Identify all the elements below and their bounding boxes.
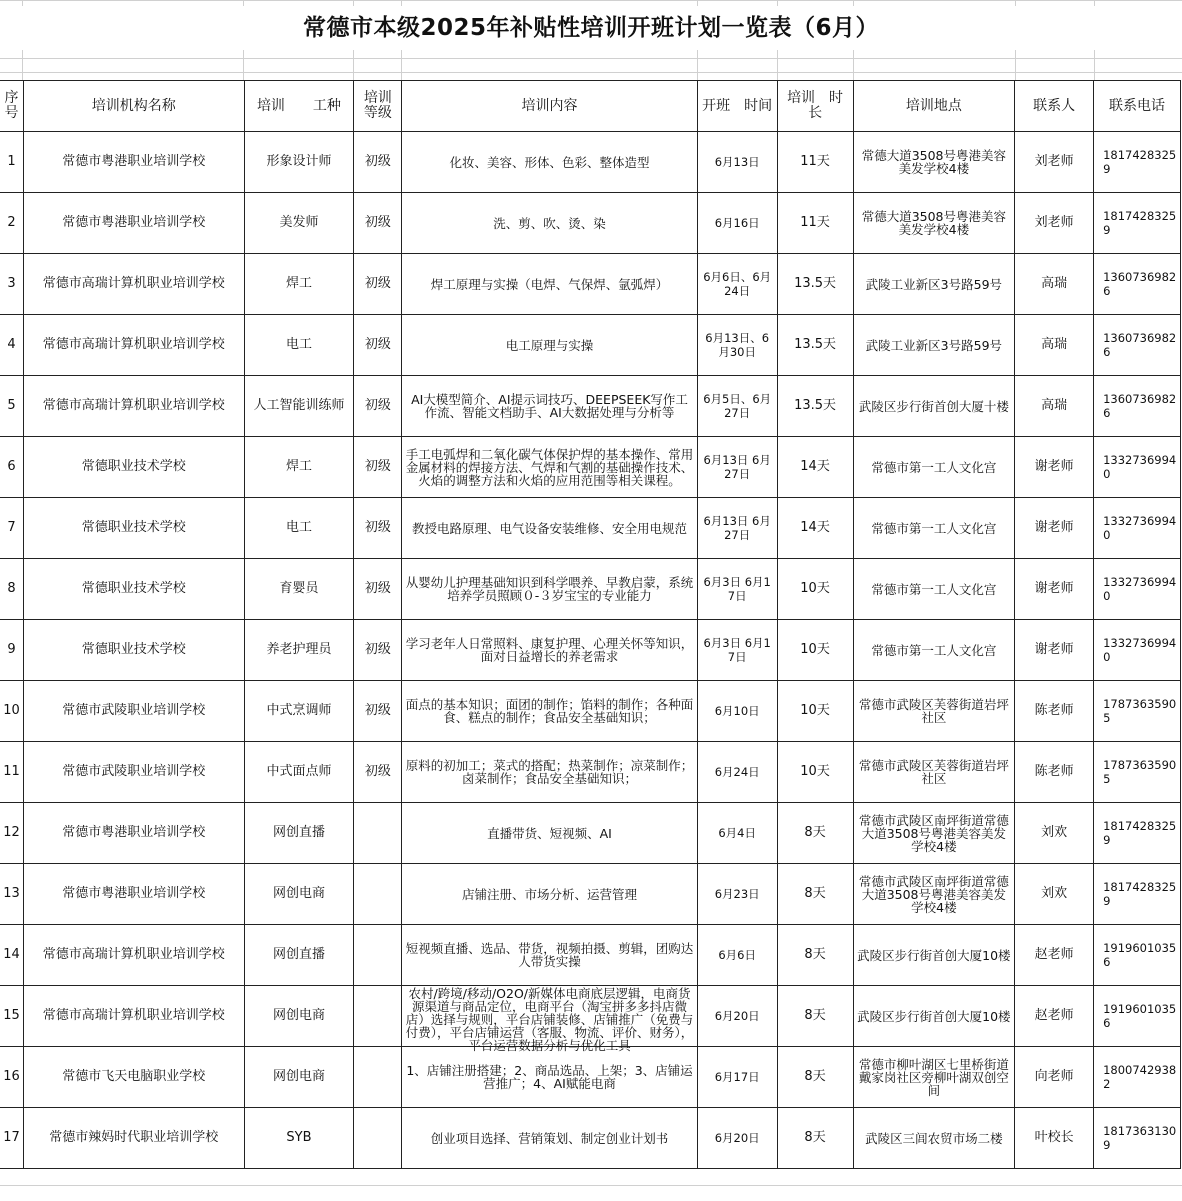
cell-no[interactable]: 17 <box>0 1108 23 1169</box>
cell-contact[interactable]: 谢老师 <box>1015 437 1094 498</box>
cell-content-text: 原料的初加工；菜式的搭配；热菜制作；凉菜制作；卤菜制作；食品安全基础知识； <box>405 758 694 786</box>
header-content[interactable]: 培训内容 <box>402 81 697 132</box>
cell-contact[interactable]: 向老师 <box>1015 1047 1094 1108</box>
cell-no[interactable]: 1 <box>0 132 23 193</box>
cell-place[interactable] <box>853 864 1015 925</box>
cell-content[interactable] <box>402 315 697 376</box>
cell-place-text: 常德市柳叶湖区七里桥街道戴家岗社区旁柳叶湖双创空间 <box>858 1056 1009 1098</box>
cell-place-text: 常德大道3508号粤港美容美发学校4楼 <box>861 148 1007 176</box>
cell-place-text: 武陵区步行街首创大厦10楼 <box>857 1008 1011 1024</box>
cell-place[interactable] <box>853 1108 1015 1169</box>
table-row <box>0 620 1181 681</box>
cell-hours[interactable]: 13.5天 <box>777 376 853 437</box>
cell-place-text: 常德市武陵区芙蓉街道岩坪社区 <box>858 758 1009 786</box>
cell-place-text: 常德市第一工人文化宫 <box>871 459 997 475</box>
cell-no[interactable]: 6 <box>0 437 23 498</box>
cell-content[interactable] <box>402 132 697 193</box>
cell-place[interactable] <box>853 620 1015 681</box>
cell-contact[interactable]: 高瑞 <box>1015 376 1094 437</box>
cell-contact[interactable]: 谢老师 <box>1015 620 1094 681</box>
cell-org[interactable]: 常德职业技术学校 <box>23 559 244 620</box>
header-no[interactable]: 序号 <box>0 81 23 132</box>
cell-place[interactable] <box>853 559 1015 620</box>
cell-org[interactable]: 常德市飞天电脑职业学校 <box>23 1047 244 1108</box>
cell-content[interactable] <box>402 742 697 803</box>
cell-phone[interactable]: 19196010356 <box>1094 986 1181 1047</box>
cell-date[interactable]: 6月13日 6月27日 <box>697 437 777 498</box>
cell-no[interactable]: 4 <box>0 315 23 376</box>
cell-place-text: 常德市第一工人文化宫 <box>871 581 997 597</box>
table-row <box>0 742 1181 803</box>
header-phone[interactable]: 联系电话 <box>1094 81 1181 132</box>
cell-place[interactable] <box>853 681 1015 742</box>
cell-place-text: 武陵区三闾农贸市场二楼 <box>865 1130 1003 1146</box>
cell-level[interactable] <box>354 864 402 925</box>
cell-hours[interactable]: 8天 <box>777 1047 853 1108</box>
cell-org[interactable]: 常德市辣妈时代职业培训学校 <box>23 1108 244 1169</box>
cell-job[interactable]: 焊工 <box>244 254 354 315</box>
cell-content-text: 面点的基本知识；面团的制作；馅料的制作；各种面食、糕点的制作；食品安全基础知识； <box>405 697 694 725</box>
cell-no[interactable]: 14 <box>0 925 23 986</box>
cell-date[interactable]: 6月6日 <box>697 925 777 986</box>
cell-hours[interactable]: 14天 <box>777 437 853 498</box>
cell-phone[interactable]: 13327369940 <box>1094 437 1181 498</box>
cell-contact[interactable]: 刘老师 <box>1015 193 1094 254</box>
cell-date[interactable]: 6月6日、6月24日 <box>697 254 777 315</box>
cell-phone[interactable]: 18174283259 <box>1094 803 1181 864</box>
cell-contact[interactable]: 高瑞 <box>1015 254 1094 315</box>
cell-place-text: 武陵区步行街首创大厦10楼 <box>857 947 1011 963</box>
cell-place[interactable] <box>853 986 1015 1047</box>
cell-org[interactable]: 常德市粤港职业培训学校 <box>23 864 244 925</box>
cell-no[interactable]: 5 <box>0 376 23 437</box>
table-row <box>0 376 1181 437</box>
cell-date[interactable]: 6月13日 6月27日 <box>697 498 777 559</box>
cell-job[interactable]: 网创电商 <box>244 864 354 925</box>
cell-content-text: 化妆、美容、形体、色彩、整体造型 <box>449 154 650 170</box>
table-row <box>0 193 1181 254</box>
cell-org[interactable]: 常德市高瑞计算机职业培训学校 <box>23 986 244 1047</box>
cell-content[interactable] <box>402 376 697 437</box>
cell-date[interactable]: 6月13日 <box>697 132 777 193</box>
cell-contact[interactable]: 高瑞 <box>1015 315 1094 376</box>
cell-level[interactable]: 初级 <box>354 620 402 681</box>
cell-date[interactable]: 6月16日 <box>697 193 777 254</box>
cell-org[interactable]: 常德职业技术学校 <box>23 498 244 559</box>
cell-org[interactable]: 常德市高瑞计算机职业培训学校 <box>23 925 244 986</box>
cell-job[interactable]: 人工智能训练师 <box>244 376 354 437</box>
cell-content-text: 手工电弧焊和二氧化碳气体保护焊的基本操作、常用金属材料的焊接方法、气焊和气割的基础操作技术、火焰的调整方法和火焰的应用范围等相关课程。 <box>405 446 694 488</box>
cell-phone[interactable]: 13327369940 <box>1094 620 1181 681</box>
cell-content[interactable] <box>402 803 697 864</box>
cell-place[interactable] <box>853 132 1015 193</box>
cell-contact[interactable]: 陈老师 <box>1015 681 1094 742</box>
cell-contact[interactable]: 谢老师 <box>1015 498 1094 559</box>
cell-content[interactable] <box>402 986 697 1053</box>
cell-level[interactable]: 初级 <box>354 376 402 437</box>
cell-content-text: 从婴幼儿护理基础知识到科学喂养、早教启蒙，系统培养学员照顾０-３岁宝宝的专业能力 <box>405 575 694 603</box>
table-row <box>0 803 1181 864</box>
table-row <box>0 437 1181 498</box>
table-row <box>0 864 1181 925</box>
cell-content-text: 店铺注册、市场分析、运营管理 <box>462 886 638 902</box>
cell-content[interactable] <box>402 559 697 620</box>
cell-org[interactable]: 常德市高瑞计算机职业培训学校 <box>23 315 244 376</box>
cell-hours[interactable]: 10天 <box>777 559 853 620</box>
cell-place-text: 武陵工业新区3号路59号 <box>865 276 1003 292</box>
cell-contact[interactable]: 刘欢 <box>1015 864 1094 925</box>
header-level[interactable]: 培训等级 <box>354 81 402 132</box>
cell-phone[interactable]: 17873635905 <box>1094 681 1181 742</box>
cell-date[interactable]: 6月3日 6月17日 <box>697 620 777 681</box>
cell-contact[interactable]: 刘老师 <box>1015 132 1094 193</box>
cell-content[interactable] <box>402 498 697 559</box>
cell-no[interactable]: 3 <box>0 254 23 315</box>
cell-phone[interactable]: 13327369940 <box>1094 498 1181 559</box>
cell-phone[interactable]: 13607369826 <box>1094 315 1181 376</box>
cell-contact[interactable]: 刘欢 <box>1015 803 1094 864</box>
cell-no[interactable]: 16 <box>0 1047 23 1108</box>
table-row <box>0 1047 1181 1108</box>
header-org[interactable]: 培训机构名称 <box>23 81 244 132</box>
cell-job[interactable]: SYB <box>244 1108 354 1169</box>
cell-hours[interactable]: 8天 <box>777 925 853 986</box>
cell-content-text: 农村/跨境/移动/O2O/新媒体电商底层逻辑，电商货源渠道与商品定位，电商平台（淘宝拼多多抖店微店）选择与规则，平台店铺装修、店铺推广（免费与付费），平台店铺运营（客服、物流、评价、财务），平台运营数据分析与优化工具 <box>405 986 694 1053</box>
cell-place[interactable] <box>853 1047 1015 1108</box>
cell-no[interactable]: 10 <box>0 681 23 742</box>
cell-place[interactable] <box>853 315 1015 376</box>
cell-no[interactable]: 9 <box>0 620 23 681</box>
cell-hours[interactable]: 10天 <box>777 620 853 681</box>
cell-level[interactable]: 初级 <box>354 437 402 498</box>
header-place[interactable]: 培训地点 <box>853 81 1015 132</box>
cell-level[interactable] <box>354 986 402 1047</box>
cell-org[interactable]: 常德市粤港职业培训学校 <box>23 132 244 193</box>
cell-date[interactable]: 6月24日 <box>697 742 777 803</box>
cell-job[interactable]: 网创电商 <box>244 986 354 1047</box>
cell-contact[interactable]: 谢老师 <box>1015 559 1094 620</box>
cell-org[interactable]: 常德市高瑞计算机职业培训学校 <box>23 376 244 437</box>
cell-content-text: 焊工原理与实操（电焊、气保焊、氩弧焊） <box>430 276 669 292</box>
cell-phone[interactable]: 18174283259 <box>1094 132 1181 193</box>
cell-hours[interactable]: 10天 <box>777 742 853 803</box>
training-plan-table <box>0 80 1181 1169</box>
cell-no[interactable]: 2 <box>0 193 23 254</box>
cell-phone[interactable]: 18174283259 <box>1094 193 1181 254</box>
cell-content[interactable] <box>402 620 697 681</box>
cell-contact[interactable]: 赵老师 <box>1015 925 1094 986</box>
cell-place[interactable] <box>853 498 1015 559</box>
cell-phone[interactable]: 13607369826 <box>1094 376 1181 437</box>
cell-org[interactable]: 常德市高瑞计算机职业培训学校 <box>23 254 244 315</box>
cell-org[interactable]: 常德市粤港职业培训学校 <box>23 193 244 254</box>
cell-org[interactable]: 常德职业技术学校 <box>23 437 244 498</box>
cell-hours[interactable]: 8天 <box>777 803 853 864</box>
cell-date[interactable]: 6月23日 <box>697 864 777 925</box>
cell-level[interactable] <box>354 925 402 986</box>
cell-hours[interactable]: 14天 <box>777 498 853 559</box>
cell-job[interactable]: 焊工 <box>244 437 354 498</box>
cell-content-text: 直播带货、短视频、AI <box>487 825 612 841</box>
cell-phone[interactable]: 13607369826 <box>1094 254 1181 315</box>
cell-job[interactable]: 育婴员 <box>244 559 354 620</box>
cell-job[interactable]: 网创直播 <box>244 803 354 864</box>
cell-org[interactable]: 常德职业技术学校 <box>23 620 244 681</box>
cell-contact[interactable]: 赵老师 <box>1015 986 1094 1047</box>
cell-level[interactable]: 初级 <box>354 254 402 315</box>
cell-place[interactable] <box>853 254 1015 315</box>
cell-content[interactable] <box>402 681 697 742</box>
cell-place-text: 常德市第一工人文化宫 <box>871 520 997 536</box>
cell-content-text: 1、店铺注册搭建；2、商品选品、上架；3、店铺运营推广；4、AI赋能电商 <box>406 1063 693 1091</box>
cell-place[interactable] <box>853 925 1015 986</box>
cell-place-text: 常德市武陵区南坪街道常德大道3508号粤港美容美发学校4楼 <box>858 873 1009 915</box>
table-row <box>0 254 1181 315</box>
cell-no[interactable]: 15 <box>0 986 23 1047</box>
table-row <box>0 315 1181 376</box>
cell-place[interactable] <box>853 742 1015 803</box>
cell-content-text: 短视频直播、选品、带货，视频拍摄、剪辑，团购达人带货实操 <box>405 941 694 969</box>
cell-job[interactable]: 网创电商 <box>244 1047 354 1108</box>
header-row <box>0 81 1181 132</box>
cell-level[interactable]: 初级 <box>354 193 402 254</box>
cell-content[interactable] <box>402 437 697 498</box>
cell-job[interactable]: 网创直播 <box>244 925 354 986</box>
cell-place-text: 常德大道3508号粤港美容美发学校4楼 <box>861 209 1007 237</box>
table-row <box>0 925 1181 986</box>
cell-date[interactable]: 6月20日 <box>697 986 777 1047</box>
cell-job[interactable]: 美发师 <box>244 193 354 254</box>
cell-hours[interactable]: 13.5天 <box>777 254 853 315</box>
cell-phone[interactable]: 17873635905 <box>1094 742 1181 803</box>
cell-phone[interactable]: 18173631309 <box>1094 1108 1181 1169</box>
header-date[interactable]: 开班 时间 <box>697 81 777 132</box>
cell-phone[interactable]: 18174283259 <box>1094 864 1181 925</box>
cell-content[interactable] <box>402 1047 697 1108</box>
cell-job[interactable]: 电工 <box>244 498 354 559</box>
cell-content-text: 学习老年人日常照料、康复护理、心理关怀等知识，面对日益增长的养老需求 <box>405 636 694 664</box>
cell-content-text: 洗、剪、吹、烫、染 <box>493 215 606 231</box>
cell-level[interactable]: 初级 <box>354 132 402 193</box>
sheet-gridline-bottom <box>0 1185 1182 1186</box>
cell-level[interactable] <box>354 1108 402 1169</box>
cell-date[interactable]: 6月3日 6月17日 <box>697 559 777 620</box>
cell-job[interactable]: 中式面点师 <box>244 742 354 803</box>
table-row <box>0 681 1181 742</box>
cell-content-text: 教授电路原理、电气设备安装维修、安全用电规范 <box>412 520 688 536</box>
cell-no[interactable]: 12 <box>0 803 23 864</box>
cell-content-text: 创业项目选择、营销策划、制定创业计划书 <box>430 1130 669 1146</box>
cell-hours[interactable]: 8天 <box>777 864 853 925</box>
cell-place-text: 武陵区步行街首创大厦十楼 <box>858 398 1009 414</box>
table-row <box>0 132 1181 193</box>
cell-content[interactable] <box>402 1108 697 1169</box>
cell-place[interactable] <box>853 376 1015 437</box>
cell-place-text: 常德市武陵区芙蓉街道岩坪社区 <box>858 697 1009 725</box>
cell-job[interactable]: 电工 <box>244 315 354 376</box>
cell-date[interactable]: 6月4日 <box>697 803 777 864</box>
cell-org[interactable]: 常德市武陵职业培训学校 <box>23 681 244 742</box>
cell-content-text: AI大模型简介、AI提示词技巧、DEEPSEEK写作工作流、智能文档助手、AI大数据处理与分析等 <box>411 392 688 420</box>
cell-no[interactable]: 7 <box>0 498 23 559</box>
cell-hours[interactable]: 11天 <box>777 132 853 193</box>
page-title: 常德市本级2025年补贴性培训开班计划一览表（6月） <box>0 6 1182 50</box>
cell-contact[interactable]: 叶校长 <box>1015 1108 1094 1169</box>
cell-date[interactable]: 6月17日 <box>697 1047 777 1108</box>
cell-hours[interactable]: 8天 <box>777 986 853 1047</box>
cell-place-text: 常德市武陵区南坪街道常德大道3508号粤港美容美发学校4楼 <box>858 812 1009 854</box>
cell-content[interactable] <box>402 193 697 254</box>
cell-job[interactable]: 养老护理员 <box>244 620 354 681</box>
cell-date[interactable]: 6月13日、6月30日 <box>697 315 777 376</box>
table-row <box>0 986 1181 1047</box>
cell-place[interactable] <box>853 437 1015 498</box>
cell-place[interactable] <box>853 193 1015 254</box>
table-row <box>0 1108 1181 1169</box>
cell-content[interactable] <box>402 254 697 315</box>
cell-place-text: 常德市第一工人文化宫 <box>871 642 997 658</box>
header-hours[interactable]: 培训 时长 <box>777 81 853 132</box>
cell-place-text: 武陵工业新区3号路59号 <box>865 337 1003 353</box>
cell-date[interactable]: 6月10日 <box>697 681 777 742</box>
cell-hours[interactable]: 8天 <box>777 1108 853 1169</box>
cell-level[interactable]: 初级 <box>354 498 402 559</box>
cell-phone[interactable]: 19196010356 <box>1094 925 1181 986</box>
cell-phone[interactable]: 13327369940 <box>1094 559 1181 620</box>
cell-level[interactable]: 初级 <box>354 559 402 620</box>
cell-content-text: 电工原理与实操 <box>505 337 594 353</box>
cell-content[interactable] <box>402 925 697 986</box>
cell-org[interactable]: 常德市武陵职业培训学校 <box>23 742 244 803</box>
cell-hours[interactable]: 10天 <box>777 681 853 742</box>
table-row <box>0 498 1181 559</box>
cell-level[interactable] <box>354 803 402 864</box>
cell-place[interactable] <box>853 803 1015 864</box>
cell-hours[interactable]: 13.5天 <box>777 315 853 376</box>
cell-org[interactable]: 常德市粤港职业培训学校 <box>23 803 244 864</box>
cell-phone[interactable]: 18007429382 <box>1094 1047 1181 1108</box>
header-job[interactable]: 培训 工种 <box>244 81 354 132</box>
cell-level[interactable]: 初级 <box>354 681 402 742</box>
cell-no[interactable]: 8 <box>0 559 23 620</box>
cell-job[interactable]: 中式烹调师 <box>244 681 354 742</box>
cell-date[interactable]: 6月20日 <box>697 1108 777 1169</box>
cell-level[interactable]: 初级 <box>354 315 402 376</box>
table-row <box>0 559 1181 620</box>
cell-level[interactable] <box>354 1047 402 1108</box>
cell-no[interactable]: 13 <box>0 864 23 925</box>
cell-contact[interactable]: 陈老师 <box>1015 742 1094 803</box>
cell-date[interactable]: 6月5日、6月27日 <box>697 376 777 437</box>
cell-level[interactable]: 初级 <box>354 742 402 803</box>
cell-job[interactable]: 形象设计师 <box>244 132 354 193</box>
header-contact[interactable]: 联系人 <box>1015 81 1094 132</box>
cell-hours[interactable]: 11天 <box>777 193 853 254</box>
cell-content[interactable] <box>402 864 697 925</box>
cell-no[interactable]: 11 <box>0 742 23 803</box>
